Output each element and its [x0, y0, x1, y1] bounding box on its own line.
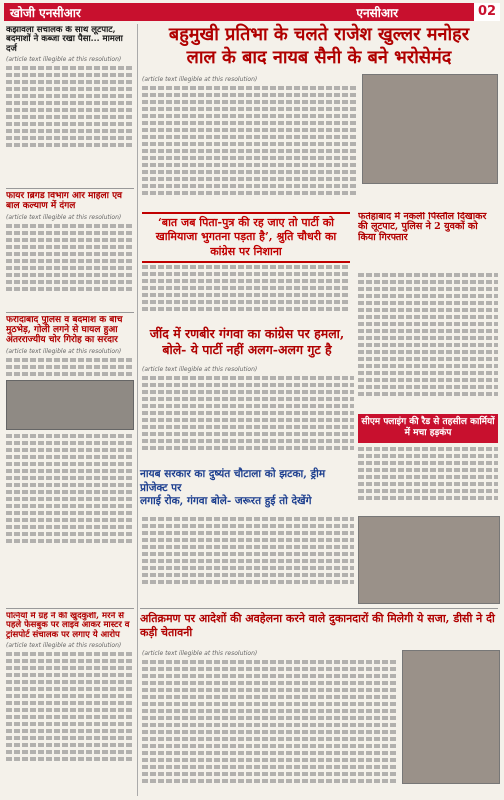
bottom-body	[142, 648, 398, 794]
cm-story-headline: सीएम फ्लाइंग की रैड से तहसील कार्मियों में मचा हड़कंप	[358, 414, 498, 443]
lead-headline	[140, 24, 498, 69]
bottom-headline: अतिक्रमण पर आदेशों की अवहेलना करने वाले दुकानदारों की मिलेगी ये सजा, डीसी ने दी कड़ी चेतावनी	[140, 612, 495, 639]
left-article-3-body: (article text illegible at this resolution)	[6, 347, 122, 355]
center-body-note: (article text illegible at this resolution)	[142, 366, 258, 373]
left-article-2-body: (article text illegible at this resolution)	[6, 213, 122, 221]
left-article-1-headline: कंझावला संचालक के साथ लूटपाट, बदमाशों ने कब्जा रखा पैसा... मामला दर्ज	[6, 26, 123, 54]
lead-body-note: (article text illegible at this resolution)	[142, 76, 258, 83]
left-article-4	[6, 612, 134, 794]
center-banner-line-2: बोले- ये पार्टी नहीं अलग-अलग गुट है	[162, 342, 332, 358]
center-banner-line-1: जींद में रणबीर गंगवा का कांग्रेस पर हमला,	[149, 326, 345, 341]
lead-headline-line-2: लाल के बाद नायब सैनी के बने भरोसेमंद	[186, 46, 452, 68]
left-article-4-body: (article text illegible at this resolution)	[6, 642, 122, 650]
left-article-3-photo	[6, 380, 134, 430]
lead-headline-line-1: बहुमुखी प्रतिभा के चलते राजेश खुल्लर मनोहर	[168, 24, 470, 45]
cm-story-body	[358, 444, 498, 510]
left-article-2-headline: फायर ब्रिगेड विभाग और महिला एवं बाल कल्याण में दंगल	[6, 192, 123, 211]
center-body	[142, 364, 354, 462]
left-article-3-headline: फरीदाबाद पुलिस व बदमाश के बीच मुठभेड़, गोली लगने से घायल हुआ अंतरराज्यीय चोर गिरोह का सरदार	[6, 316, 123, 345]
lead-body	[142, 74, 356, 204]
left-article-3	[6, 316, 134, 606]
left-article-2	[6, 192, 134, 310]
nayab-headline-line-1: नायब सरकार का दुष्यंत चौटाला को झटका, ड्रीम प्रोजेक्ट पर	[140, 468, 326, 494]
quote-body	[142, 262, 350, 322]
masthead-brand: खोजी एनसीआर	[10, 5, 81, 20]
lead-photo	[362, 74, 498, 184]
left-article-1-body: (article text illegible at this resolution)	[6, 56, 122, 64]
nayab-headline	[140, 468, 356, 509]
bottom-body-note: (article text illegible at this resolution)	[142, 650, 258, 657]
left-article-4-headline: पत्नियों में ग्रह ने की खुदकुशी, मरने से पहले फेसबुक पर लाइव आकर मास्टर व ट्रांसपोर्ट संचालक पर लगाए ये आरोप	[6, 612, 130, 640]
nayab-headline-line-2: लगाई रोक, गंगवा बोले- जरूरत हुई तो देखेंगे	[140, 495, 312, 508]
page-number: 02	[474, 3, 500, 21]
right-story-body	[358, 270, 498, 410]
lead-photo-caption	[362, 184, 496, 204]
nayab-body	[142, 514, 354, 604]
right-story-headline-box	[358, 212, 498, 268]
bottom-photo	[402, 650, 500, 784]
masthead	[4, 3, 500, 21]
center-banner	[140, 326, 354, 359]
nayab-photo	[358, 516, 500, 604]
masthead-section: एनसीआर	[356, 5, 399, 20]
quote-headline: ‘बात जब पिता-पुत्र की रह जाए तो पार्टी को खामियाजा भुगतना पड़ता है’, श्रुति चौधरी का कांग्रेस पर निशाना	[142, 212, 350, 263]
right-story-headline: फतेहाबाद में नकली पिस्तौल दिखाकर की लूटपाट, पुलिस ने 2 युवकों को किया गिरफ्तार	[358, 212, 487, 243]
left-article-1	[6, 26, 134, 184]
